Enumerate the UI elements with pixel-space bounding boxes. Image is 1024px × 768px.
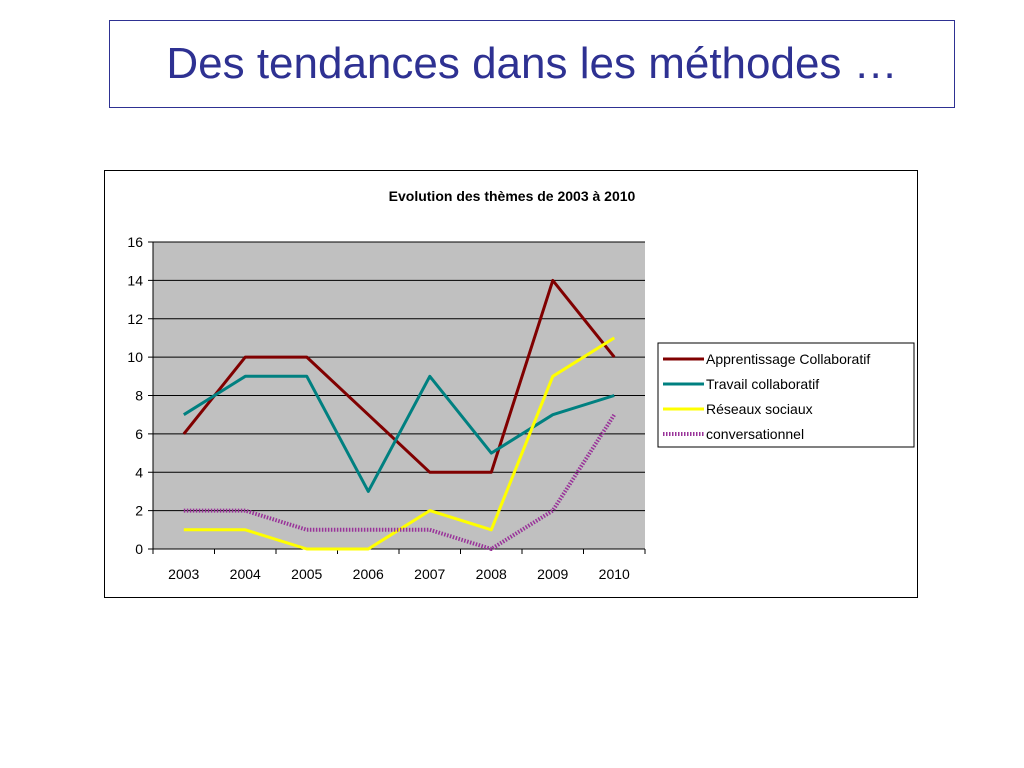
x-tick-label: 2009 (537, 566, 569, 582)
x-tick-label: 2004 (229, 566, 261, 582)
y-tick-label: 6 (135, 425, 143, 442)
legend-label: conversationnel (706, 426, 805, 442)
x-tick-label: 2005 (291, 566, 323, 582)
chart-title: Evolution des thèmes de 2003 à 2010 (388, 188, 636, 204)
legend-label: Réseaux sociaux (706, 401, 813, 417)
x-tick-label: 2008 (475, 566, 507, 582)
y-tick-label: 10 (127, 349, 143, 366)
legend-label: Travail collaboratif (706, 376, 820, 392)
y-tick-label: 8 (135, 387, 143, 404)
x-tick-label: 2010 (598, 566, 630, 582)
line-chart (105, 171, 917, 597)
slide-title-box (109, 20, 955, 108)
y-tick-label: 2 (135, 502, 143, 519)
y-tick-label: 16 (127, 234, 143, 250)
legend (658, 343, 914, 447)
x-tick-label: 2006 (352, 566, 384, 582)
y-tick-label: 12 (127, 310, 143, 327)
legend-label: Apprentissage Collaboratif (706, 351, 871, 367)
x-tick-label: 2007 (414, 566, 446, 582)
y-tick-label: 4 (135, 464, 143, 481)
chart-frame (104, 170, 918, 598)
x-tick-label: 2003 (168, 566, 200, 582)
y-tick-label: 0 (135, 541, 143, 557)
slide-title: Des tendances dans les méthodes … (166, 39, 898, 88)
y-tick-label: 14 (127, 272, 143, 289)
